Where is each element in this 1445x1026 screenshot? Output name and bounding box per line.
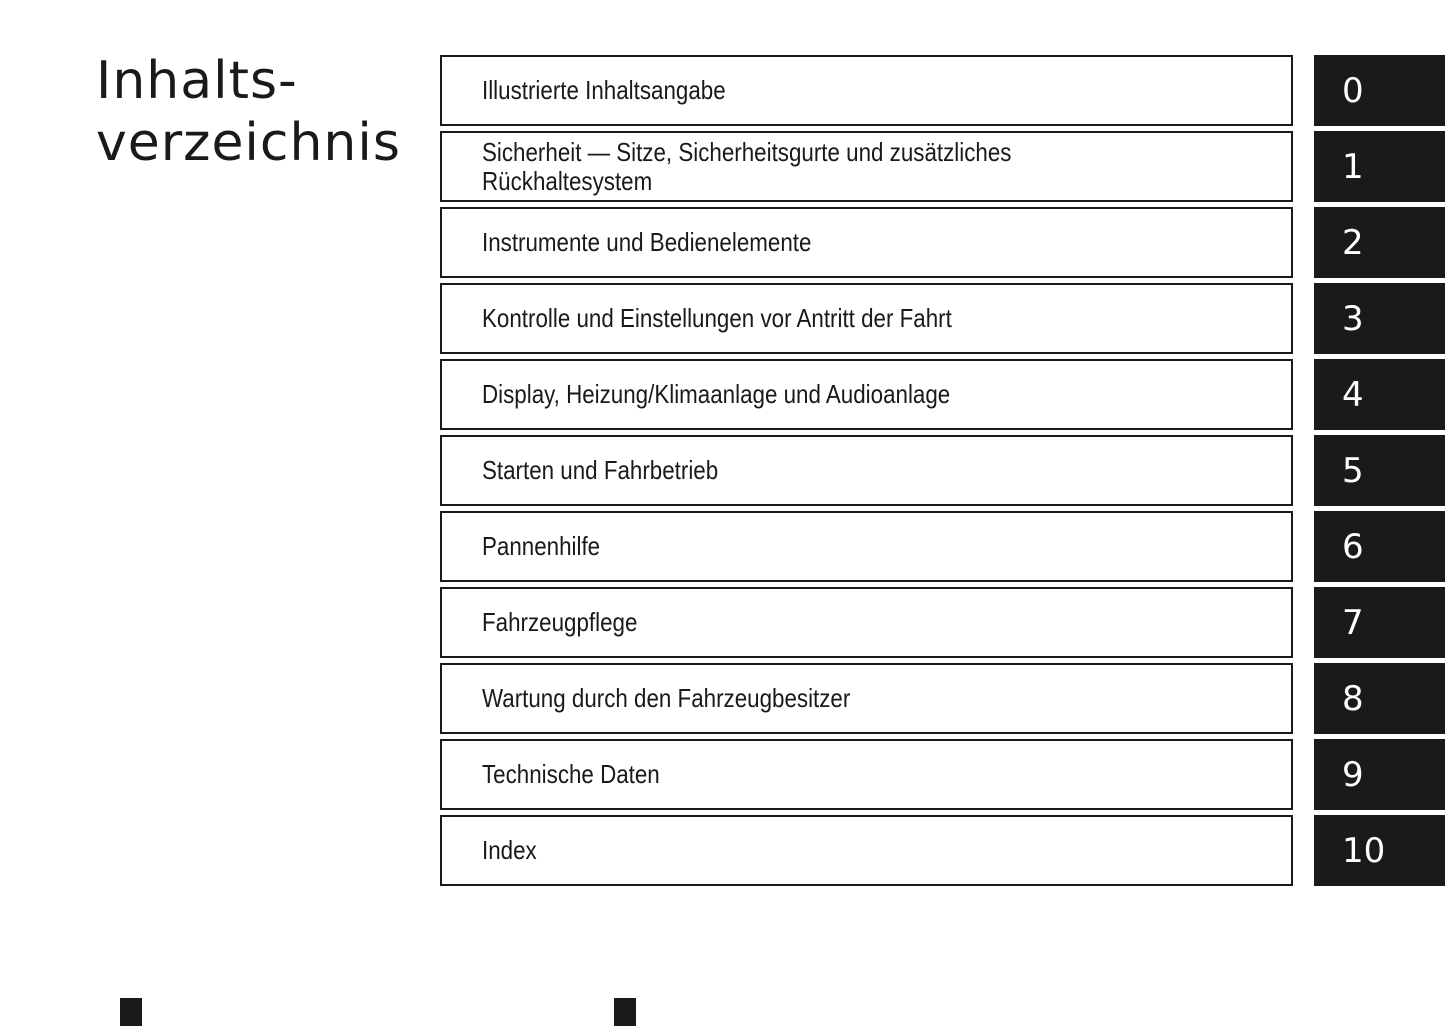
toc-entry-7[interactable] xyxy=(440,587,1445,658)
page-title-line-1: Inhalts- xyxy=(96,51,298,111)
page-title-line-2: verzeichnis xyxy=(96,113,401,173)
toc-entry-0[interactable] xyxy=(440,55,1445,126)
page-title xyxy=(96,50,401,174)
chapter-tab-8[interactable]: 8 xyxy=(1314,663,1445,734)
toc-entry-10[interactable] xyxy=(440,815,1445,886)
toc-entry-box[interactable] xyxy=(440,435,1293,506)
toc-entry-box[interactable] xyxy=(440,739,1293,810)
toc-entry-title: Fahrzeugpflege xyxy=(482,607,638,637)
toc-entry-title: Instrumente und Bedienelemente xyxy=(482,227,812,257)
toc-entry-title: Starten und Fahrbetrieb xyxy=(482,455,719,485)
toc-entry-box[interactable] xyxy=(440,283,1293,354)
chapter-tab-10[interactable]: 10 xyxy=(1314,815,1445,886)
toc-entry-5[interactable] xyxy=(440,435,1445,506)
toc-entry-6[interactable] xyxy=(440,511,1445,582)
toc-entry-title: Illustrierte Inhaltsangabe xyxy=(482,75,726,105)
toc-entry-box[interactable] xyxy=(440,207,1293,278)
crop-mark-left xyxy=(120,998,142,1026)
toc-entry-2[interactable] xyxy=(440,207,1445,278)
chapter-tab-4[interactable]: 4 xyxy=(1314,359,1445,430)
chapter-tab-2[interactable]: 2 xyxy=(1314,207,1445,278)
chapter-tab-3[interactable]: 3 xyxy=(1314,283,1445,354)
toc-entry-9[interactable] xyxy=(440,739,1445,810)
toc-entry-8[interactable] xyxy=(440,663,1445,734)
chapter-tab-1[interactable]: 1 xyxy=(1314,131,1445,202)
toc-entry-title: Sicherheit — Sitze, Sicherheitsgurte und zusätzliches Rückhaltesystem xyxy=(482,136,1012,196)
toc-entry-box[interactable] xyxy=(440,55,1293,126)
table-of-contents xyxy=(440,55,1445,891)
toc-entry-4[interactable] xyxy=(440,359,1445,430)
toc-entry-box[interactable] xyxy=(440,511,1293,582)
toc-entry-box[interactable] xyxy=(440,359,1293,430)
chapter-tab-9[interactable]: 9 xyxy=(1314,739,1445,810)
toc-entry-3[interactable] xyxy=(440,283,1445,354)
toc-entry-box[interactable] xyxy=(440,131,1293,202)
toc-entry-box[interactable] xyxy=(440,663,1293,734)
toc-entry-title: Display, Heizung/Klimaanlage und Audioanlage xyxy=(482,379,951,409)
toc-entry-title: Kontrolle und Einstellungen vor Antritt der Fahrt xyxy=(482,303,952,333)
toc-entry-title: Index xyxy=(482,835,537,865)
chapter-tab-0[interactable]: 0 xyxy=(1314,55,1445,126)
toc-entry-title: Pannenhilfe xyxy=(482,531,601,561)
crop-mark-right xyxy=(614,998,636,1026)
toc-entry-1[interactable] xyxy=(440,131,1445,202)
toc-entry-title: Technische Daten xyxy=(482,759,660,789)
toc-entry-box[interactable] xyxy=(440,587,1293,658)
toc-entry-title: Wartung durch den Fahrzeugbesitzer xyxy=(482,683,851,713)
toc-entry-box[interactable] xyxy=(440,815,1293,886)
chapter-tab-6[interactable]: 6 xyxy=(1314,511,1445,582)
chapter-tab-7[interactable]: 7 xyxy=(1314,587,1445,658)
chapter-tab-5[interactable]: 5 xyxy=(1314,435,1445,506)
